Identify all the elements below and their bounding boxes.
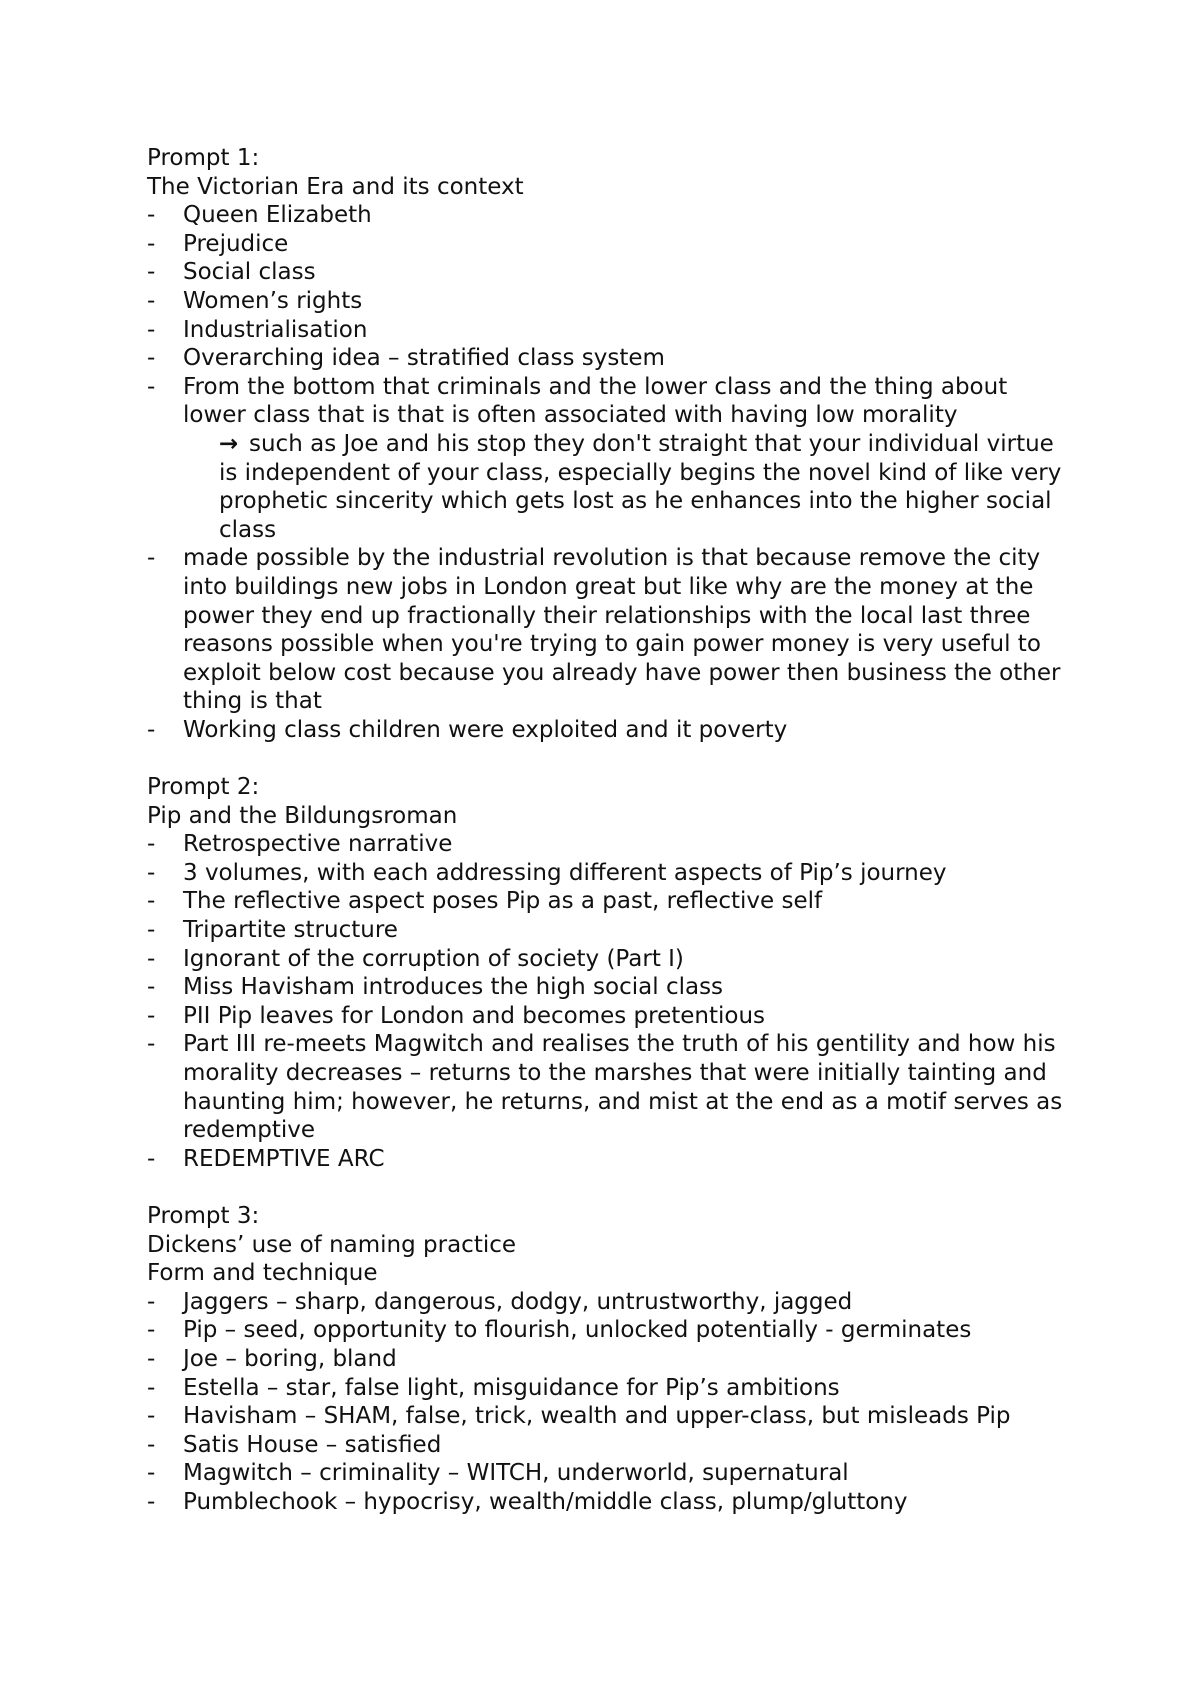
bullet-dash: - [147, 716, 156, 743]
bullet-dash: - [147, 1145, 156, 1172]
list-item: - The reflective aspect poses Pip as a past, reflective self [147, 888, 823, 915]
list-item: - Prejudice [147, 230, 289, 257]
list-item: - Joe – boring, bland [147, 1345, 397, 1372]
bullet-dash: - [147, 373, 156, 400]
bullet-dash: - [147, 259, 156, 286]
bullet-dash: - [147, 1002, 156, 1029]
prompt-3-bullet-list [147, 1288, 1077, 1517]
prompt-1-subpoint [147, 430, 1077, 544]
list-item: - Havisham – SHAM, false, trick, wealth and upper-class, but misleads Pip [147, 1403, 1011, 1430]
list-item: - made possible by the industrial revolution is that because remove the city into buildings new jobs in London great but like why are the money at the power they end up fractionally their relationships with the local last three reasons possible when you're trying to gain power money is very useful to exploit below cost because you already have power then business the other thing is that [147, 545, 1061, 715]
prompt-1-section [147, 144, 1077, 744]
document-body [147, 144, 1077, 1517]
prompt-1-bullet-list [147, 201, 1077, 430]
list-item: - Working class children were exploited and it poverty [147, 716, 788, 743]
bullet-dash: - [147, 316, 156, 343]
list-item: - Magwitch – criminality – WITCH, underworld, supernatural [147, 1460, 849, 1487]
bullet-dash: - [147, 1374, 156, 1401]
bullet-dash: - [147, 974, 156, 1001]
section-spacer [147, 1173, 1077, 1202]
bullet-dash: - [147, 1431, 156, 1458]
prompt-3-subtitle: Form and technique [147, 1260, 378, 1287]
list-item: - 3 volumes, with each addressing different aspects of Pip’s journey [147, 859, 947, 886]
bullet-dash: - [147, 945, 156, 972]
bullet-dash: - [147, 831, 156, 858]
section-spacer [147, 744, 1077, 773]
prompt-3-title: Dickens’ use of naming practice [147, 1231, 517, 1258]
prompt-2-title: Pip and the Bildungsroman [147, 802, 458, 829]
prompt-1-title: The Victorian Era and its context [147, 173, 524, 200]
prompt-2-bullet-list [147, 830, 1077, 1173]
bullet-dash: - [147, 1488, 156, 1515]
subpoint-text: such as Joe and his stop they don't straight that your individual virtue is independent of your class, especially begins the novel kind of like very prophetic sincerity which gets lost as he enhances into the higher social class [219, 430, 1062, 543]
list-item: - Pip – seed, opportunity to flourish, unlocked potentially - germinates [147, 1317, 972, 1344]
list-item: - Estella – star, false light, misguidance for Pip’s ambitions [147, 1374, 840, 1401]
list-item: - REDEMPTIVE ARC [147, 1145, 385, 1172]
bullet-dash: - [147, 345, 156, 372]
list-item: - Pumblechook – hypocrisy, wealth/middle class, plump/gluttony [147, 1488, 908, 1515]
prompt-1-heading: Prompt 1: [147, 145, 260, 171]
prompt-1-bullet-list-continued [147, 544, 1077, 744]
prompt-3-heading: Prompt 3: [147, 1202, 260, 1229]
prompt-3-section [147, 1202, 1077, 1517]
list-item: - Women’s rights [147, 287, 363, 314]
bullet-dash: - [147, 917, 156, 944]
list-item: - Tripartite structure [147, 917, 398, 944]
list-item: - Overarching idea – stratified class system [147, 345, 665, 372]
bullet-dash: - [147, 545, 156, 572]
list-item: - Queen Elizabeth [147, 202, 372, 229]
bullet-dash: - [147, 1288, 156, 1315]
bullet-dash: - [147, 1031, 156, 1058]
list-item: - Retrospective narrative [147, 831, 453, 858]
list-item: - Jaggers – sharp, dangerous, dodgy, untrustworthy, jagged [147, 1288, 853, 1315]
bullet-dash: - [147, 859, 156, 886]
bullet-dash: - [147, 888, 156, 915]
bullet-dash: - [147, 202, 156, 229]
list-item: - PII Pip leaves for London and becomes pretentious [147, 1002, 766, 1029]
list-item: - Part III re-meets Magwitch and realises the truth of his gentility and how his morality decreases – returns to the marshes that were initially tainting and haunting him; however, he returns, and mist at the end as a motif serves as redemptive [147, 1031, 1063, 1144]
list-item: - Social class [147, 259, 316, 286]
bullet-dash: - [147, 230, 156, 257]
bullet-dash: - [147, 287, 156, 314]
list-item: - From the bottom that criminals and the lower class and the thing about lower class that is that is often associated with having low morality [147, 373, 1008, 429]
bullet-dash: - [147, 1317, 156, 1344]
prompt-2-section [147, 773, 1077, 1173]
list-item: - Ignorant of the corruption of society (Part I) [147, 945, 684, 972]
arrow-right-icon: → [219, 430, 239, 457]
bullet-dash: - [147, 1345, 156, 1372]
bullet-dash: - [147, 1460, 156, 1487]
list-item: - Satis House – satisfied [147, 1431, 442, 1458]
list-item: - Industrialisation [147, 316, 368, 343]
bullet-dash: - [147, 1403, 156, 1430]
prompt-2-heading: Prompt 2: [147, 774, 260, 801]
list-item: - Miss Havisham introduces the high social class [147, 974, 724, 1001]
